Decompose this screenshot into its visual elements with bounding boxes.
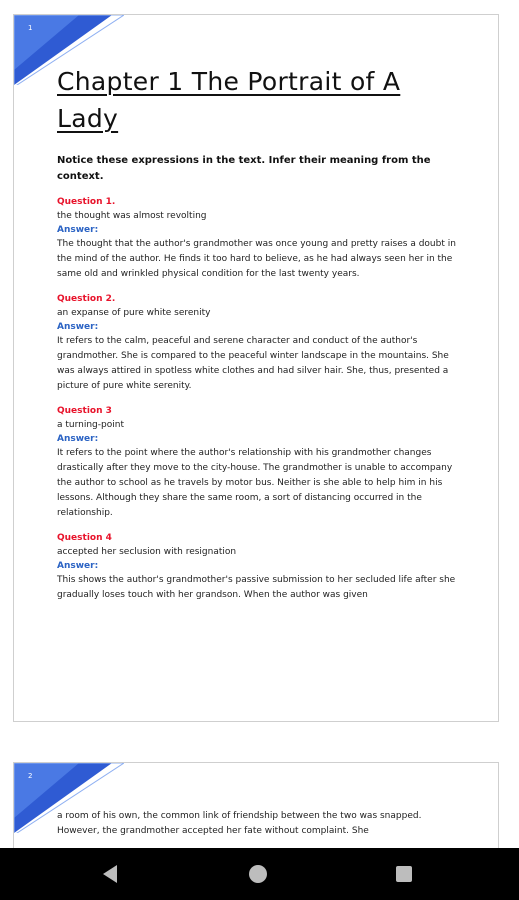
question-label: Question 4 [57,533,112,543]
answer-text: The thought that the author's grandmother was once young and pretty raises a doubt in the mind of the author. He finds it too hard to believe, as he had always seen her in the same old and wrinkled physical condition for the last twenty years. [57,239,456,279]
home-circle-icon [247,863,269,885]
answer-label: Answer: [57,225,99,235]
answer-text: It refers to the point where the author's relationship with his grandmother changes drastically after they move to the city-house. The grandmother is unable to accompany the author to school as he travels by motor bus. Neither is she able to help him in his lessons. Although they share the same room, a sort of distancing occurred in the relationship. [57,448,453,518]
recent-apps-square-icon [394,864,414,884]
answer-label: Answer: [57,434,99,444]
answer-label: Answer: [57,322,99,332]
page-content [57,63,458,603]
answer-text: This shows the author's grandmother's passive submission to her secluded life after she gradually loses touch with her grandson. When the author was given [57,575,456,600]
question-block-1 [57,195,458,282]
document-page-1 [13,14,499,722]
question-text: the thought was almost revolting [57,211,207,221]
recent-apps-button[interactable] [391,861,417,887]
back-triangle-icon [101,864,119,884]
page-number: 2 [28,772,33,780]
question-text: an expanse of pure white serenity [57,308,211,318]
home-button[interactable] [245,861,271,887]
question-block-2 [57,292,458,394]
chapter-title: Chapter 1 The Portrait of A Lady [57,67,401,133]
page-number: 1 [28,24,33,32]
question-label: Question 3 [57,406,112,416]
question-text: accepted her seclusion with resignation [57,547,237,557]
page-content [57,809,458,839]
question-label: Question 1. [57,197,116,207]
answer-text: It refers to the calm, peaceful and serene character and conduct of the author's grandmother. She is compared to the peaceful winter landscape in the mountains. She was always attired in spotless white clothes and had silver hair. She, thus, presented a picture of pure white serenity. [57,336,449,391]
answer-label: Answer: [57,561,99,571]
instruction-text: Notice these expressions in the text. Infer their meaning from the context. [57,155,431,182]
system-navigation-bar [0,848,519,900]
continued-answer-text: a room of his own, the common link of friendship between the two was snapped. However, the grandmother accepted her fate without complaint. She [57,811,422,836]
question-block-4 [57,531,458,603]
question-text: a turning-point [57,420,124,430]
question-label: Question 2. [57,294,116,304]
question-block-3 [57,404,458,521]
back-button[interactable] [97,861,123,887]
